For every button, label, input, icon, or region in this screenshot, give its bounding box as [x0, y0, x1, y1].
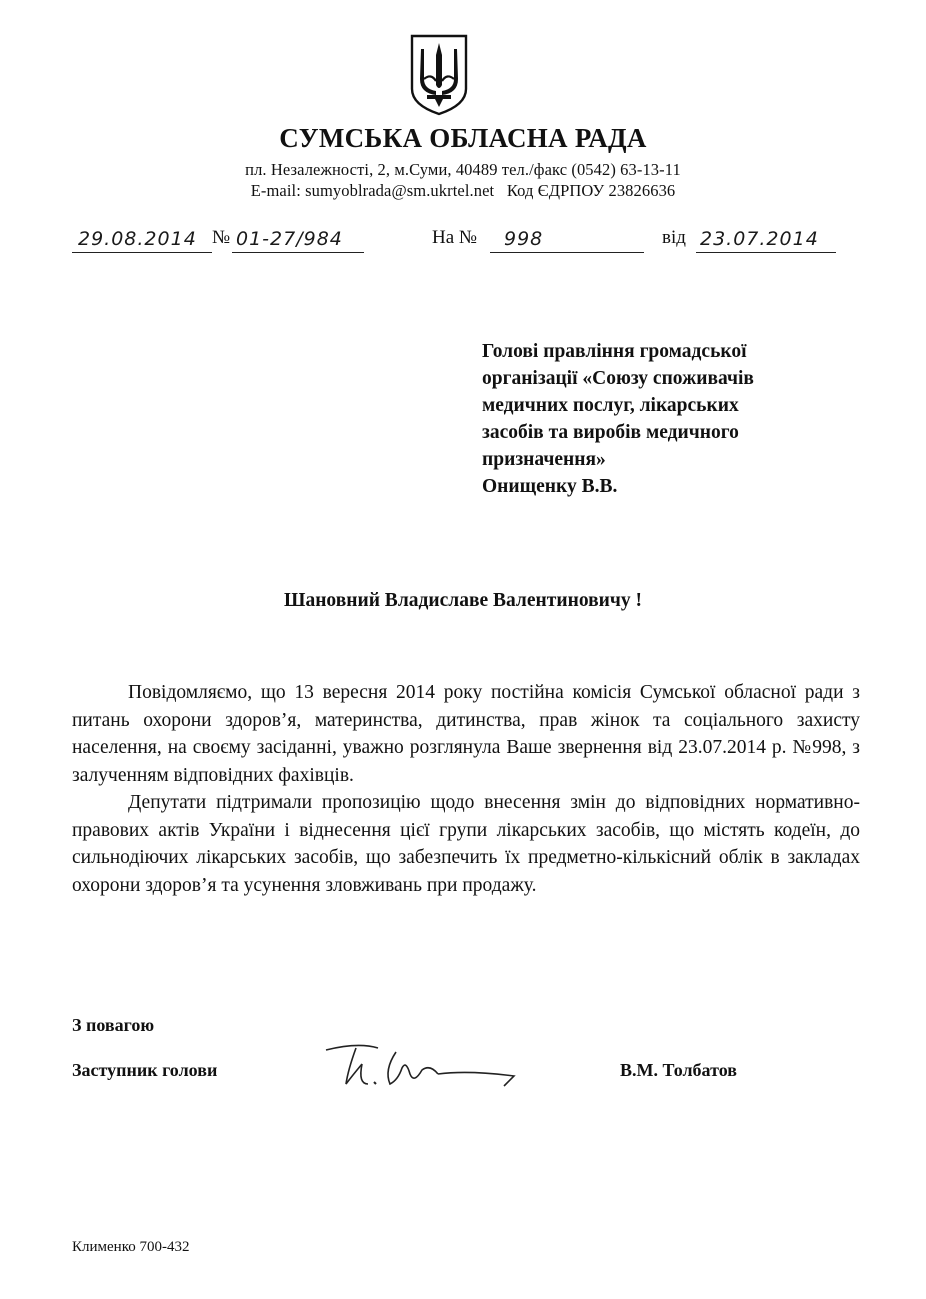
signatory-position: Заступник голови: [72, 1060, 218, 1080]
organization-title: СУМСЬКА ОБЛАСНА РАДА: [279, 123, 647, 153]
outgoing-date-field: [72, 222, 212, 253]
incoming-number-label: На №: [432, 227, 478, 248]
incoming-number: 998: [504, 228, 544, 250]
body-paragraph: Депутати підтримали пропозицію щодо внесення змін до відповідних нормативно-правових актів України і віднесення цієї групи лікарських засобів, що містять кодеїн, до сильнодіючих лікарських засобів, що забезпечить їх предметно-кількісний облік в закладах охорони здоров’я та усунення зловживань при продажу.: [72, 792, 860, 896]
incoming-number-field: [490, 222, 644, 253]
recipient-block: [482, 338, 862, 500]
address-line: пл. Незалежності, 2, м.Суми, 40489 тел./факс (0542) 63-13-11: [245, 160, 681, 179]
letter-body: [72, 679, 860, 899]
recipient-line: засобів та виробів медичного: [482, 422, 739, 443]
executor-note: Клименко 700-432: [72, 1239, 190, 1255]
outgoing-date: 29.08.2014: [78, 228, 197, 250]
recipient-line: організації «Союзу споживачів: [482, 368, 754, 389]
recipient-line: медичних послуг, лікарських: [482, 395, 739, 416]
incoming-date-field: [696, 222, 836, 253]
signatory-name: В.М. Толбатов: [620, 1060, 737, 1080]
from-date-label: від: [662, 227, 686, 248]
outgoing-number-field: [232, 222, 364, 253]
recipient-line: призначення»: [482, 449, 606, 470]
handwritten-signature: [318, 1040, 528, 1100]
ukraine-trident-emblem-icon: [409, 33, 469, 117]
recipient-line: Онищенку В.В.: [482, 476, 618, 497]
outgoing-number: 01-27/984: [236, 228, 343, 250]
body-paragraph: Повідомляємо, що 13 вересня 2014 року постійна комісія Сумської обласної ради з питань охорони здоров’я, материнства, дитинства, прав жінок та соціального захисту населення, на своєму засіданні, уважно розглянула Ваше звернення від 23.07.2014 р. №998, з залученням відповідних фахівців.: [72, 682, 860, 786]
recipient-line: Голові правління громадської: [482, 341, 747, 362]
closing-regards: З повагою: [72, 1015, 155, 1035]
email-code-line: E-mail: sumyoblrada@sm.ukrtel.net Код ЄДРПОУ 23826636: [250, 181, 676, 200]
incoming-date: 23.07.2014: [700, 228, 819, 250]
number-label: №: [212, 227, 231, 248]
salutation: Шановний Владиславе Валентиновичу !: [284, 590, 642, 611]
